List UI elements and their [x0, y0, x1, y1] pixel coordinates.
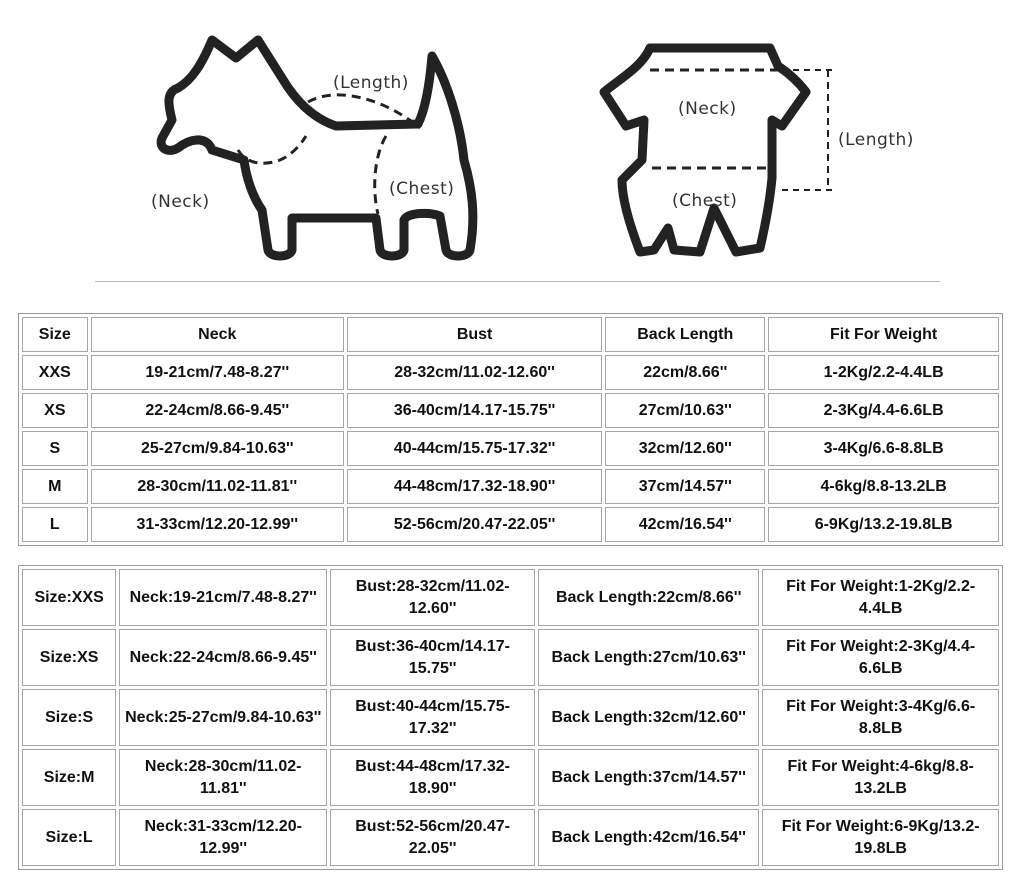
size-cell: Size:S	[22, 689, 116, 746]
back-length-cell: Back Length:37cm/14.57''	[538, 749, 759, 806]
neck-cell: Neck:19-21cm/7.48-8.27''	[119, 569, 327, 626]
back-length-cell: 22cm/8.66''	[605, 355, 765, 390]
size-cell: Size:XXS	[22, 569, 116, 626]
bust-cell: 52-56cm/20.47-22.05''	[347, 507, 602, 542]
table-row	[22, 393, 999, 428]
fit-weight-cell: Fit For Weight:6-9Kg/13.2-19.8LB	[762, 809, 999, 866]
shirt-chest-label: (Chest)	[672, 191, 738, 211]
dog-neck-label: (Neck)	[151, 192, 210, 212]
size-cell: Size:L	[22, 809, 116, 866]
bust-cell: Bust:28-32cm/11.02-12.60''	[330, 569, 535, 626]
back-length-cell: Back Length:27cm/10.63''	[538, 629, 759, 686]
back-length-cell: Back Length:22cm/8.66''	[538, 569, 759, 626]
size-cell: S	[22, 431, 88, 466]
back-length-cell: Back Length:42cm/16.54''	[538, 809, 759, 866]
header-size: Size	[22, 317, 88, 352]
fit-weight-cell: 1-2Kg/2.2-4.4LB	[768, 355, 999, 390]
size-cell: L	[22, 507, 88, 542]
size-cell: Size:XS	[22, 629, 116, 686]
shirt-silhouette-icon	[604, 48, 806, 252]
size-cell: M	[22, 469, 88, 504]
dog-chest-label: (Chest)	[389, 179, 455, 199]
size-table-labeled	[18, 565, 1003, 870]
table-row	[22, 469, 999, 504]
back-length-cell: 27cm/10.63''	[605, 393, 765, 428]
back-length-cell: 37cm/14.57''	[605, 469, 765, 504]
shirt-length-label: (Length)	[838, 130, 914, 150]
table-row	[22, 809, 999, 866]
bust-cell: Bust:52-56cm/20.47-22.05''	[330, 809, 535, 866]
fit-weight-cell: Fit For Weight:4-6kg/8.8-13.2LB	[762, 749, 999, 806]
back-length-cell: Back Length:32cm/12.60''	[538, 689, 759, 746]
bust-cell: 40-44cm/15.75-17.32''	[347, 431, 602, 466]
shirt-neck-label: (Neck)	[678, 99, 737, 119]
table-row	[22, 749, 999, 806]
header-fit-weight: Fit For Weight	[768, 317, 999, 352]
neck-cell: Neck:22-24cm/8.66-9.45''	[119, 629, 327, 686]
bust-cell: Bust:44-48cm/17.32-18.90''	[330, 749, 535, 806]
fit-weight-cell: 4-6kg/8.8-13.2LB	[768, 469, 999, 504]
fit-weight-cell: Fit For Weight:3-4Kg/6.6-8.8LB	[762, 689, 999, 746]
bust-cell: 28-32cm/11.02-12.60''	[347, 355, 602, 390]
neck-cell: Neck:25-27cm/9.84-10.63''	[119, 689, 327, 746]
fit-weight-cell: 2-3Kg/4.4-6.6LB	[768, 393, 999, 428]
table-row	[22, 629, 999, 686]
header-bust: Bust	[347, 317, 602, 352]
table-row	[22, 355, 999, 390]
dog-length-label: (Length)	[333, 73, 409, 93]
neck-cell: 25-27cm/9.84-10.63''	[91, 431, 344, 466]
fit-weight-cell: 3-4Kg/6.6-8.8LB	[768, 431, 999, 466]
bust-cell: Bust:36-40cm/14.17-15.75''	[330, 629, 535, 686]
bust-cell: Bust:40-44cm/15.75-17.32''	[330, 689, 535, 746]
bust-cell: 44-48cm/17.32-18.90''	[347, 469, 602, 504]
neck-cell: 22-24cm/8.66-9.45''	[91, 393, 344, 428]
table-row	[22, 431, 999, 466]
fit-weight-cell: Fit For Weight:2-3Kg/4.4-6.6LB	[762, 629, 999, 686]
size-table-compact	[18, 313, 1003, 546]
fit-weight-cell: Fit For Weight:1-2Kg/2.2-4.4LB	[762, 569, 999, 626]
header-neck: Neck	[91, 317, 344, 352]
neck-cell: 28-30cm/11.02-11.81''	[91, 469, 344, 504]
neck-cell: Neck:31-33cm/12.20-12.99''	[119, 809, 327, 866]
back-length-cell: 32cm/12.60''	[605, 431, 765, 466]
size-cell: XXS	[22, 355, 88, 390]
bust-cell: 36-40cm/14.17-15.75''	[347, 393, 602, 428]
neck-cell: 31-33cm/12.20-12.99''	[91, 507, 344, 542]
fit-weight-cell: 6-9Kg/13.2-19.8LB	[768, 507, 999, 542]
divider-line	[95, 281, 940, 282]
header-back-length: Back Length	[605, 317, 765, 352]
measurement-diagram	[0, 0, 1024, 300]
table-row	[22, 507, 999, 542]
neck-cell: Neck:28-30cm/11.02-11.81''	[119, 749, 327, 806]
size-cell: XS	[22, 393, 88, 428]
dog-silhouette-icon	[161, 40, 473, 256]
table-row	[22, 569, 999, 626]
back-length-cell: 42cm/16.54''	[605, 507, 765, 542]
table-row	[22, 689, 999, 746]
size-cell: Size:M	[22, 749, 116, 806]
table-header-row	[22, 317, 999, 352]
neck-cell: 19-21cm/7.48-8.27''	[91, 355, 344, 390]
